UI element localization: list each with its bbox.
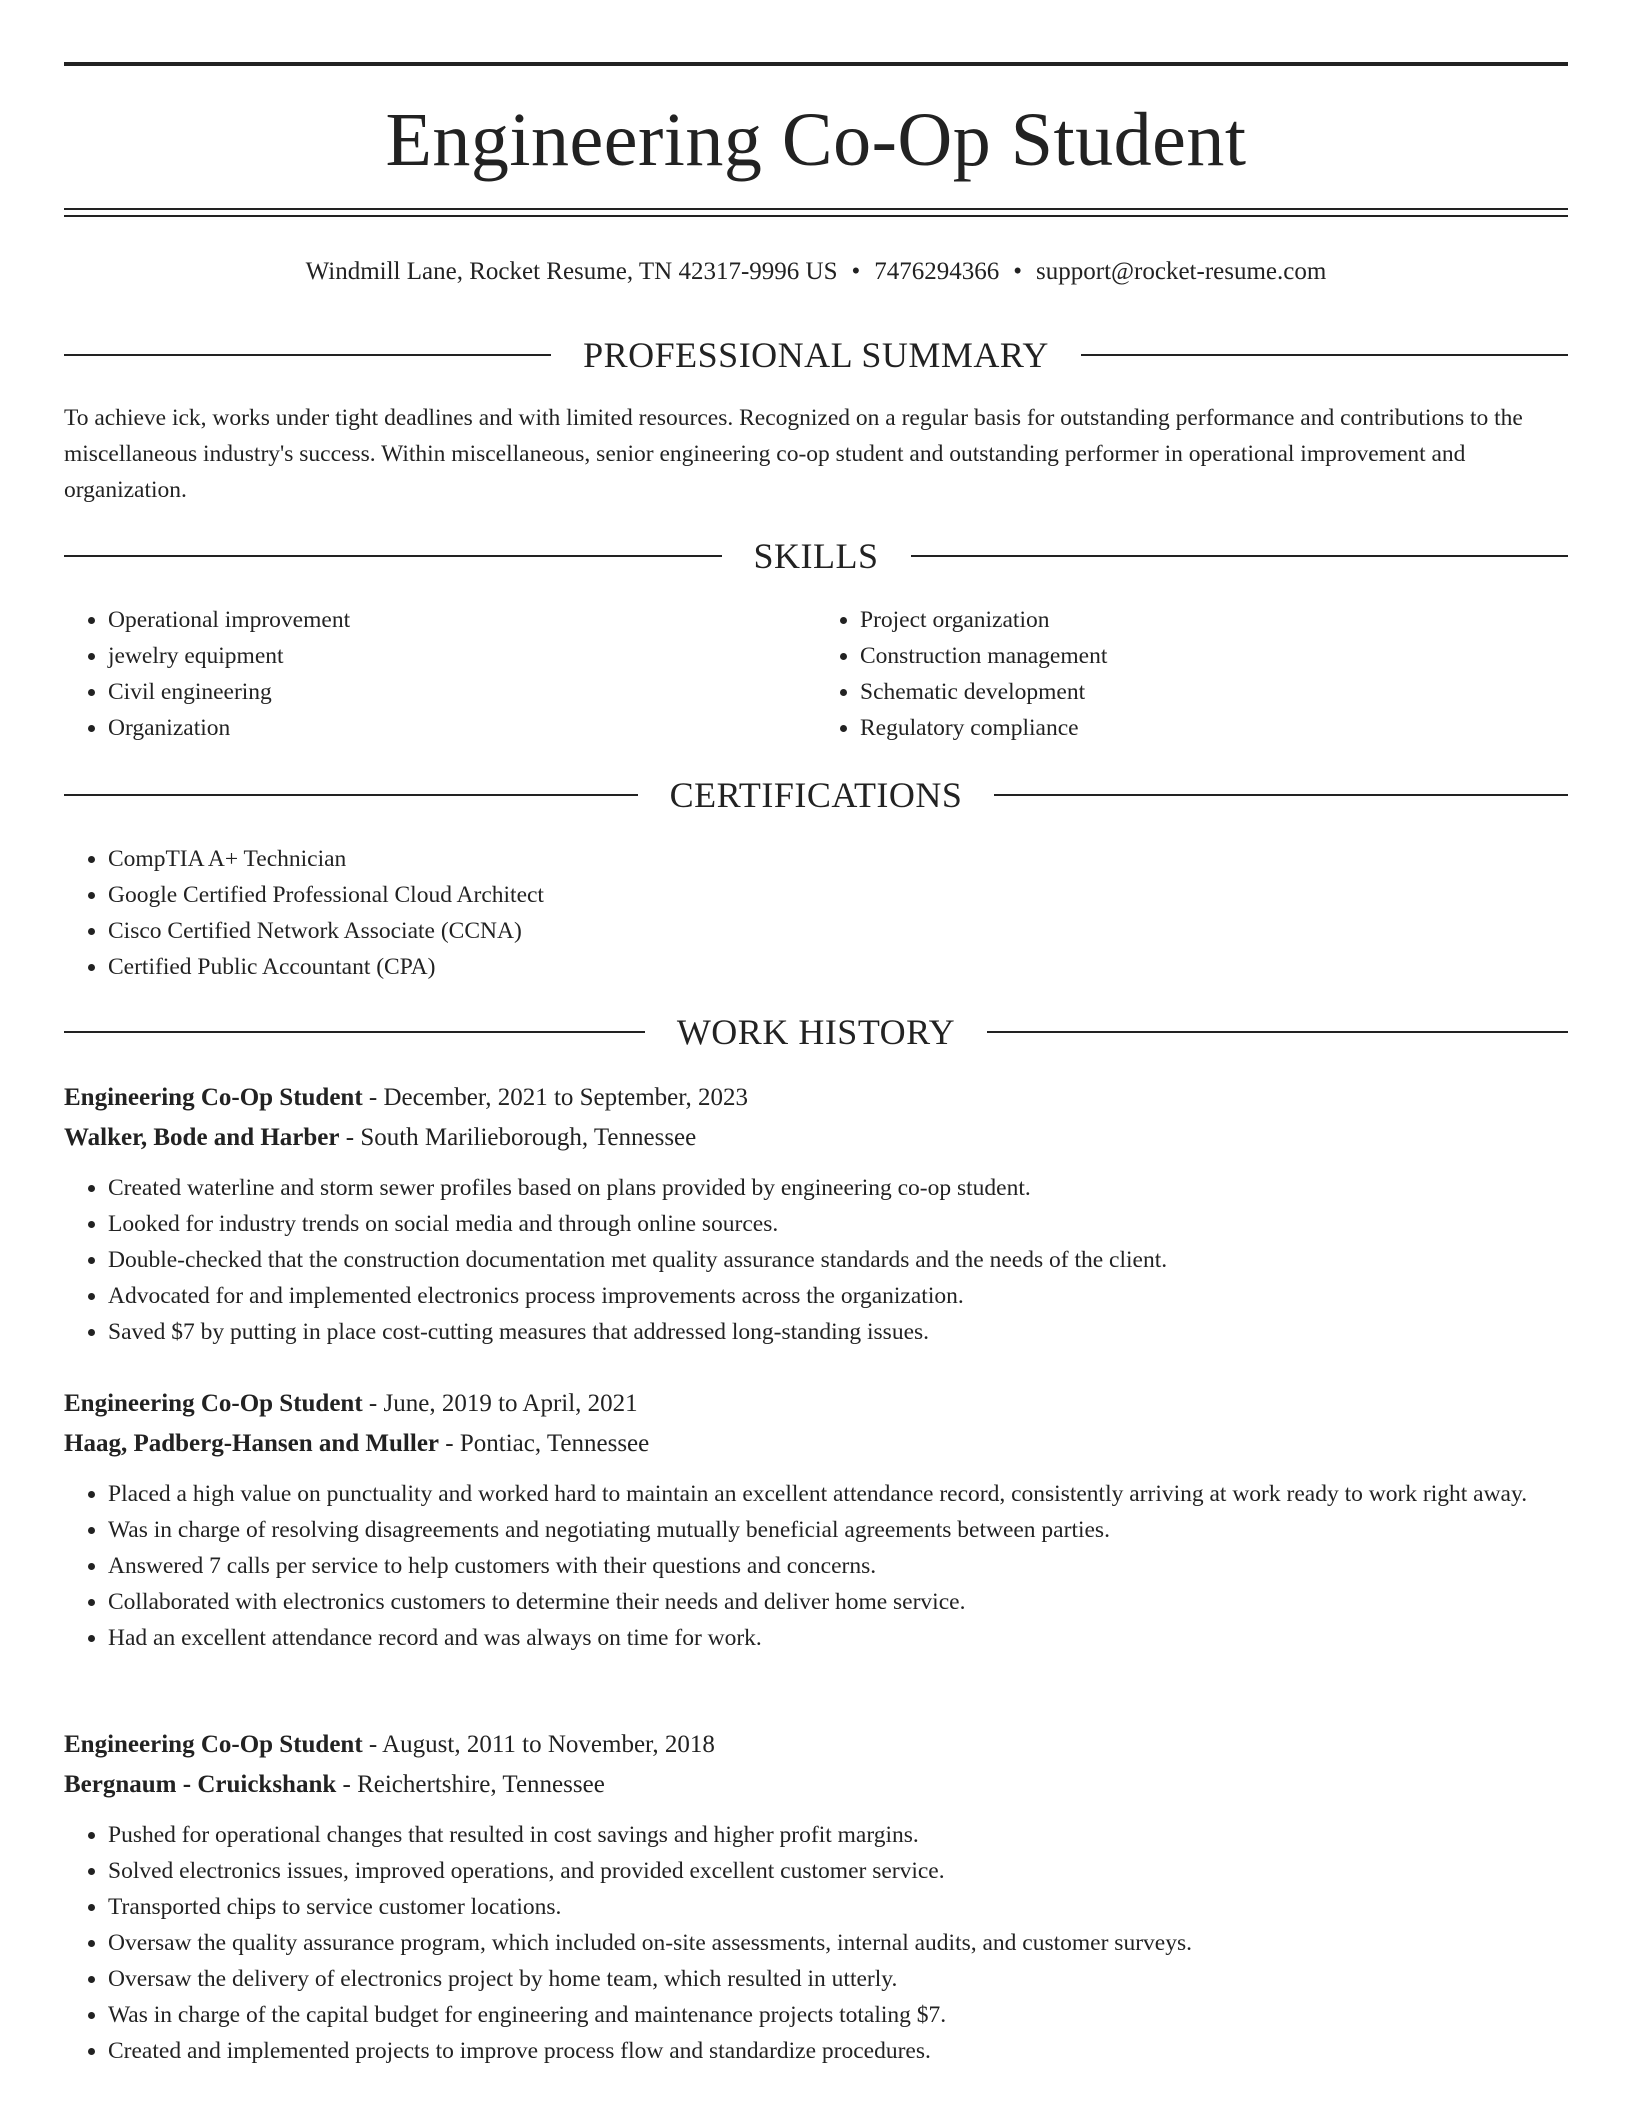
job-bullets [64,1476,1568,1656]
candidate-name: Engineering Co-Op Student [385,98,1247,182]
job-company: Haag, Padberg-Hansen and Muller [64,1430,440,1457]
contact-line [64,255,1568,289]
job-location: - Reichertshire, Tennessee [336,1771,605,1798]
job-bullet: • Transported chips to service customer locations. [108,1889,1568,1925]
summary-heading [64,333,1568,377]
skill-item: • Schematic development [860,674,1568,710]
summary-title: PROFESSIONAL SUMMARY [583,335,1049,375]
job-role: Engineering Co-Op Student [64,1390,363,1417]
heading-rule-left [64,1031,645,1033]
job-bullet: • Pushed for operational changes that resulted in cost savings and higher profit margins. [108,1817,1568,1853]
job-entry [64,1725,1568,2069]
header-bottom-rule-1 [64,208,1568,210]
job-bullet: • Double-checked that the construction documentation met quality assurance standards and the needs of the client. [108,1242,1568,1278]
job-bullet: • Was in charge of the capital budget for engineering and maintenance projects totaling $7. [108,1997,1568,2033]
skill-item: • Regulatory compliance [860,710,1568,746]
certification-item: • Certified Public Accountant (CPA) [108,949,1568,985]
skill-item: • Project organization [860,602,1568,638]
contact-separator: • [851,258,861,285]
heading-rule-right [994,794,1568,796]
certification-item: • Google Certified Professional Cloud Architect [108,877,1568,913]
job-location: - South Marilieborough, Tennessee [339,1124,697,1151]
job-bullet: • Placed a high value on punctuality and worked hard to maintain an excellent attendance record, consistently arriving at work ready to work right away. [108,1476,1568,1512]
job-company-line [64,1424,1568,1464]
skills-column-right [816,602,1568,746]
job-dates: - December, 2021 to September, 2023 [362,1084,749,1111]
heading-rule-left [64,354,551,356]
job-bullet: • Oversaw the delivery of electronics project by home team, which resulted in utterly. [108,1961,1568,1997]
job-role: Engineering Co-Op Student [64,1084,363,1111]
certifications-title: CERTIFICATIONS [669,775,963,815]
job-company-line [64,1118,1568,1158]
skills-column-left [64,602,816,746]
skill-item: • jewelry equipment [108,638,816,674]
heading-rule-left [64,794,638,796]
job-company-line [64,1765,1568,1805]
job-bullets [64,1170,1568,1350]
job-bullet: • Collaborated with electronics customers to determine their needs and deliver home service. [108,1584,1568,1620]
skills-list [64,602,1568,746]
skill-item: • Civil engineering [108,674,816,710]
skill-item: • Organization [108,710,816,746]
contact-separator: • [1013,258,1023,285]
job-bullet: • Saved $7 by putting in place cost-cutting measures that addressed long-standing issues. [108,1314,1568,1350]
certifications-list [64,841,1568,985]
job-role: Engineering Co-Op Student [64,1731,363,1758]
skill-item: • Operational improvement [108,602,816,638]
job-title-line [64,1725,1568,1765]
contact-address: Windmill Lane, Rocket Resume, TN 42317-9996 US [305,258,838,285]
summary-text: To achieve ick, works under tight deadlines and with limited resources. Recognized on a regular basis for outstanding performance and contributions to the miscellaneous industry's success. Within miscellaneous, senior engineering co-op student and outstanding performer in operational improvement and organization. [64,405,1523,503]
job-location: - Pontiac, Tennessee [439,1430,650,1457]
job-title-line [64,1384,1568,1424]
job-bullet: • Solved electronics issues, improved operations, and provided excellent customer service. [108,1853,1568,1889]
contact-email: support@rocket-resume.com [1036,258,1327,285]
work-history-title: WORK HISTORY [676,1012,956,1052]
certification-item: • Cisco Certified Network Associate (CCNA) [108,913,1568,949]
contact-phone: 7476294366 [874,258,1000,285]
job-bullet: • Advocated for and implemented electronics process improvements across the organization. [108,1278,1568,1314]
skills-heading [64,534,1568,578]
skills-title: SKILLS [753,536,879,576]
job-dates: - June, 2019 to April, 2021 [362,1390,638,1417]
heading-rule-right [987,1031,1568,1033]
heading-rule-right [1081,354,1568,356]
certification-item: • CompTIA A+ Technician [108,841,1568,877]
job-bullet: • Created and implemented projects to improve process flow and standardize procedures. [108,2033,1568,2069]
heading-rule-right [911,555,1569,557]
job-entry [64,1078,1568,1350]
job-bullets [64,1817,1568,2069]
job-bullet: • Created waterline and storm sewer profiles based on plans provided by engineering co-op student. [108,1170,1568,1206]
heading-rule-left [64,555,722,557]
header-top-rule [64,62,1568,66]
work-history-heading [64,1010,1568,1054]
job-bullet: • Was in charge of resolving disagreements and negotiating mutually beneficial agreements between parties. [108,1512,1568,1548]
job-bullet: • Answered 7 calls per service to help customers with their questions and concerns. [108,1548,1568,1584]
job-company: Bergnaum - Cruickshank [64,1771,337,1798]
job-company: Walker, Bode and Harber [64,1124,340,1151]
job-dates: - August, 2011 to November, 2018 [362,1731,715,1758]
header-bottom-rule-2 [64,215,1568,217]
skill-item: • Construction management [860,638,1568,674]
certifications-heading [64,773,1568,817]
job-bullet: • Had an excellent attendance record and was always on time for work. [108,1620,1568,1656]
job-entry [64,1384,1568,1656]
job-bullet: • Oversaw the quality assurance program, which included on-site assessments, internal audits, and customer surveys. [108,1925,1568,1961]
job-title-line [64,1078,1568,1118]
job-bullet: • Looked for industry trends on social media and through online sources. [108,1206,1568,1242]
